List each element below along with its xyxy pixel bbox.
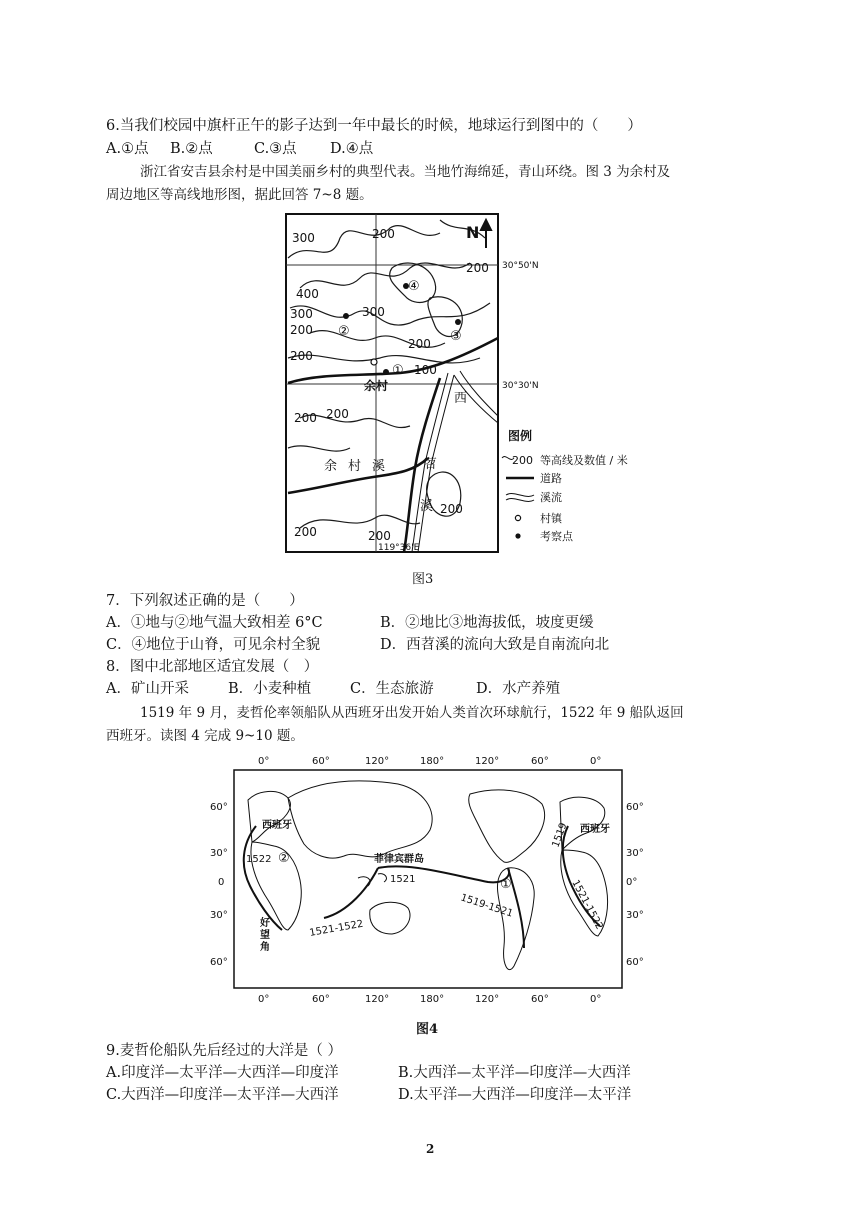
north-label: N	[466, 223, 480, 242]
q9-option-d: D.太平洋—大西洋—印度洋—太平洋	[398, 1087, 632, 1103]
figure-4-world-map	[208, 750, 658, 1012]
lat-right-label: 0°	[626, 877, 638, 888]
lat-left-label: 60°	[210, 802, 228, 813]
point-1-label: ①	[392, 363, 404, 378]
lat-right-label: 30°	[626, 910, 644, 921]
lon-top-label: 180°	[420, 756, 445, 767]
q7-stem: 7．下列叙述正确的是（ ）	[106, 593, 304, 609]
contour-label: 200	[368, 529, 391, 543]
q7-option-b: B．②地比③地海拔低，坡度更缓	[380, 615, 594, 631]
cape-char: 望	[260, 930, 270, 941]
route-label: 1521	[390, 874, 416, 885]
lat-left-label: 0	[218, 877, 225, 888]
point-4-label: ④	[408, 279, 420, 294]
q8-option-c: C．生态旅游	[350, 681, 434, 697]
passage2-line2: 西班牙。读图 4 完成 9~10 题。	[106, 728, 304, 744]
stream-name-char: 溪	[420, 499, 434, 514]
lat-right-label: 60°	[626, 957, 644, 968]
lat-right-label: 30°	[626, 848, 644, 859]
q6-stem: 6.当我们校园中旗杆正午的影子达到一年中最长的时候，地球运行到图中的（ ）	[106, 118, 642, 134]
lon-top-label: 60°	[312, 756, 330, 767]
route-label: 1519-1521	[459, 892, 515, 920]
contour-label: 200	[290, 349, 313, 363]
q9-option-b: B.大西洋—太平洋—印度洋—大西洋	[398, 1065, 631, 1081]
q6-option-b: B.②点	[170, 141, 213, 157]
contour-label: 300	[290, 307, 313, 321]
figure-3-caption: 图3	[412, 572, 434, 587]
figure-3-contour-map	[280, 208, 650, 558]
contour-label: 200	[290, 323, 313, 337]
q8-stem: 8．图中北部地区适宜发展（ ）	[106, 659, 319, 675]
lon-bottom-label: 120°	[365, 994, 390, 1005]
q7-option-a: A．①地与②地气温大致相差 6°C	[106, 615, 323, 631]
lat-left-label: 30°	[210, 910, 228, 921]
q7-option-c: C．④地位于山脊，可见余村全貌	[106, 637, 321, 653]
legend-stream-label: 溪流	[540, 491, 562, 504]
village-label: 余村	[364, 379, 389, 393]
route-label: 1521-1522	[569, 878, 605, 932]
passage1-line2: 周边地区等高线地形图，据此回答 7~8 题。	[106, 187, 373, 203]
philippines-label: 菲律宾群岛	[374, 854, 424, 865]
q7-option-d: D．西苕溪的流向大致是自南流向北	[380, 637, 610, 653]
point-1-label: ①	[500, 877, 512, 892]
stream-name-char: 西	[454, 391, 468, 406]
lon-top-label: 0°	[258, 756, 270, 767]
figure-4-caption: 图4	[416, 1022, 439, 1037]
lon-bottom-label: 119°36'E	[378, 543, 420, 553]
contour-label: 100	[414, 363, 437, 377]
creek-name-char: 溪	[372, 459, 386, 474]
q6-option-c: C.③点	[254, 141, 297, 157]
q9-option-a: A.印度洋—太平洋—大西洋—印度洋	[106, 1065, 339, 1081]
lon-bottom-label: 60°	[312, 994, 330, 1005]
legend-contour-label: 等高线及数值 / 米	[540, 454, 628, 467]
legend-contour-sample: 200	[512, 454, 533, 467]
contour-label: 200	[326, 407, 349, 421]
q8-option-b: B．小麦种植	[228, 681, 312, 697]
page-number: 2	[426, 1142, 435, 1156]
q9-stem: 9.麦哲伦船队先后经过的大洋是（ ）	[106, 1043, 342, 1059]
q8-option-d: D．水产养殖	[476, 681, 561, 697]
contour-label: 200	[294, 411, 317, 425]
point-3-label: ③	[450, 329, 462, 344]
lat-left-label: 60°	[210, 957, 228, 968]
route-label: 1522	[246, 854, 272, 865]
lon-top-label: 120°	[365, 756, 390, 767]
contour-label: 300	[292, 231, 315, 245]
q6-option-a: A.①点	[106, 141, 149, 157]
passage2-line1: 1519 年 9 月，麦哲伦率领船队从西班牙出发开始人类首次环球航行，1522 年 9 船队返回	[140, 705, 684, 721]
lat-right-label: 60°	[626, 802, 644, 813]
legend-town-label: 村镇	[540, 512, 562, 525]
point-2-label: ②	[338, 324, 350, 339]
contour-label: 200	[408, 337, 431, 351]
legend-site-label: 考察点	[540, 530, 573, 543]
lon-top-label: 60°	[531, 756, 549, 767]
lon-top-label: 120°	[475, 756, 500, 767]
contour-label: 300	[362, 305, 385, 319]
lon-bottom-label: 120°	[475, 994, 500, 1005]
lon-bottom-label: 180°	[420, 994, 445, 1005]
lon-bottom-label: 0°	[258, 994, 270, 1005]
route-label: 1519	[550, 821, 570, 850]
route-label: 1521-1522	[308, 918, 365, 939]
contour-label: 200	[440, 502, 463, 516]
q6-option-d: D.④点	[330, 141, 374, 157]
creek-name-char: 余	[324, 459, 338, 474]
lat-left-label: 30°	[210, 848, 228, 859]
contour-label: 200	[466, 261, 489, 275]
creek-name-char: 村	[348, 459, 362, 474]
lat-top-label: 30°50'N	[502, 261, 539, 271]
legend-title: 图例	[508, 429, 533, 443]
cape-char: 好	[260, 918, 270, 929]
lon-bottom-label: 0°	[590, 994, 602, 1005]
contour-label: 200	[372, 227, 395, 241]
legend-road-label: 道路	[540, 472, 562, 485]
contour-label: 400	[296, 287, 319, 301]
lon-top-label: 0°	[590, 756, 602, 767]
contour-label: 200	[294, 525, 317, 539]
q9-option-c: C.大西洋—印度洋—太平洋—大西洋	[106, 1087, 339, 1103]
passage1-line1: 浙江省安吉县余村是中国美丽乡村的典型代表。当地竹海绵延，青山环绕。图 3 为余村及	[140, 164, 671, 180]
lon-bottom-label: 60°	[531, 994, 549, 1005]
spain-left-label: 西班牙	[262, 820, 292, 831]
point-2-label: ②	[278, 851, 290, 866]
q8-option-a: A．矿山开采	[106, 681, 189, 697]
stream-name-char: 苕	[424, 457, 438, 472]
spain-right-label: 西班牙	[580, 824, 610, 835]
lat-mid-label: 30°30'N	[502, 381, 539, 391]
cape-char: 角	[260, 942, 270, 953]
